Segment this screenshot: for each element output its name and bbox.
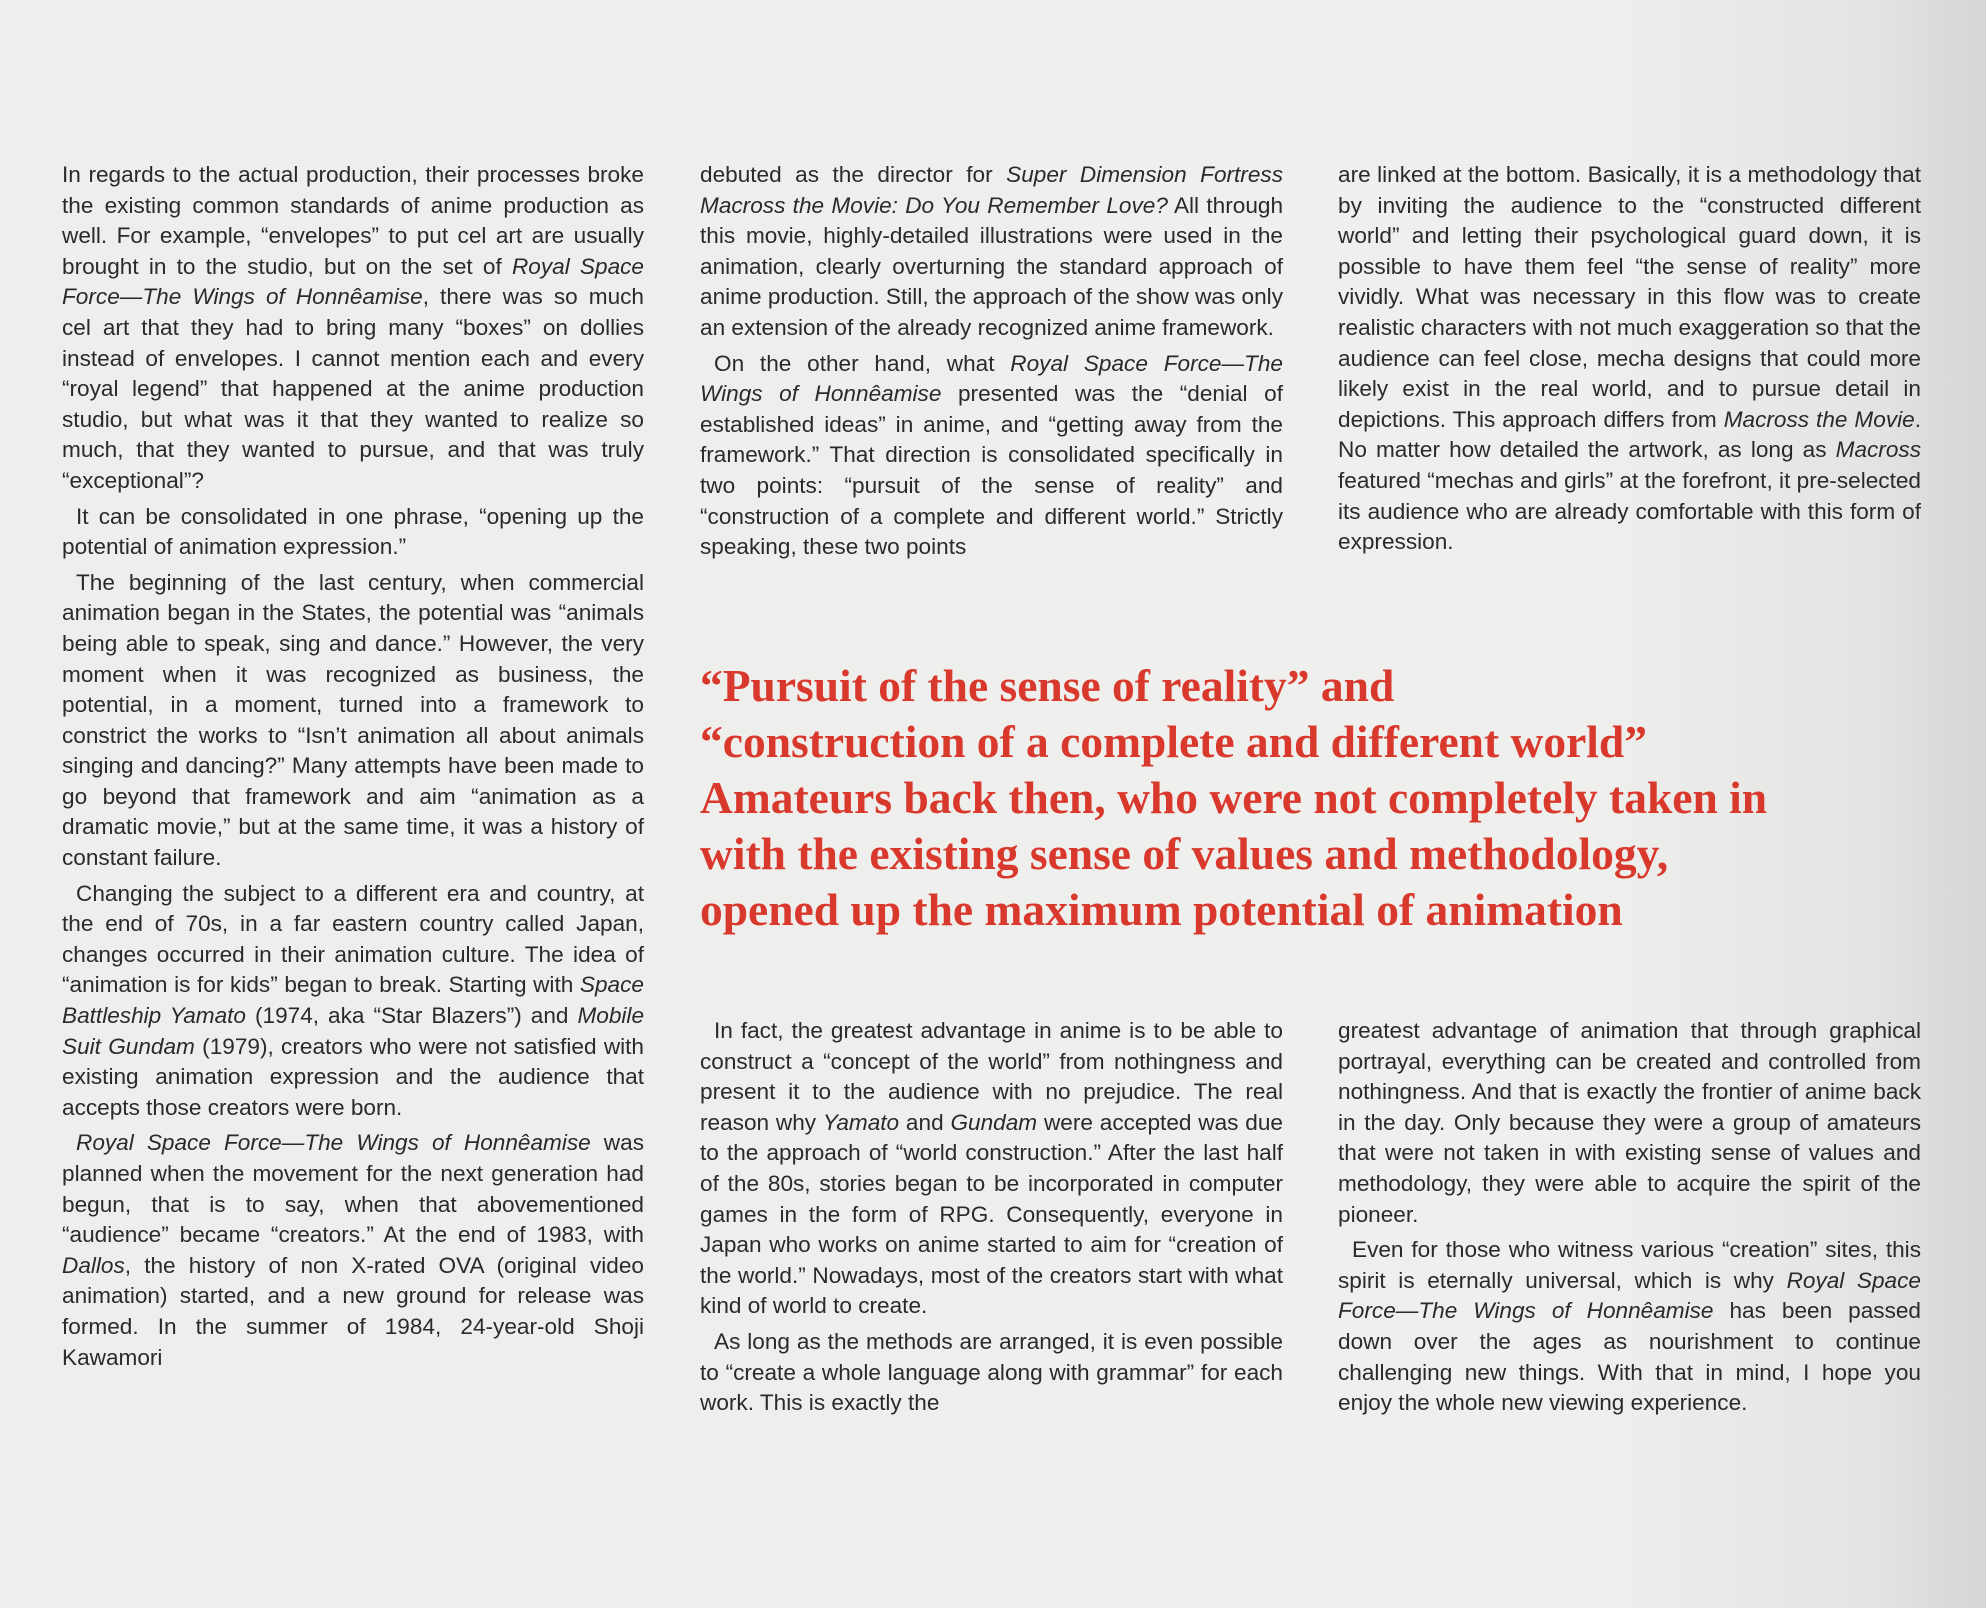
title-italic: Macross <box>1835 437 1921 463</box>
pull-quote-line: with the existing sense of values and methodology, <box>700 828 1669 879</box>
title-italic: Space Battleship Yamato <box>62 972 644 1029</box>
paragraph: The beginning of the last century, when commercial animation began in the States, the potential was “animals being able to speak, sing and dance.” However, the very moment when it was recognized as business, the potential, in a moment, turned into a framework to constrict the works to “Isn’t animation all about animals singing and dancing?” Many attempts have been made to go beyond that framework and aim “animation as a dramatic movie,” but at the same time, it was a history of constant failure. <box>62 569 644 871</box>
pull-quote-line: opened up the maximum potential of animation <box>700 884 1623 935</box>
title-italic: Super Dimension Fortress Macross the Movie: Do You Remember Love? <box>700 162 1283 218</box>
paragraph: Royal Space Force—The Wings of Honnêamise was planned when the movement for the next generation had begun, that is to say, when that abovementioned “audience” became “creators.” At the end of 1983, with Dallos, the history of non X-rated OVA (original video animation) started, and a new ground for release was formed. In the summer of 1984, 24-year-old Shoji Kawamori <box>62 1130 644 1370</box>
paragraph: In regards to the actual production, their processes broke the existing common standards of anime production as well. For example, “envelopes” to put cel art are usually brought in to the studio, but on the set of Royal Space Force—The Wings of Honnêamise, there was so much cel art that they had to bring many “boxes” on dollies instead of envelopes. I cannot mention each and every “royal legend” that happened at the anime production studio, but what was it that they wanted to realize so much, that they wanted to pursue, and that was truly “exceptional”? <box>62 162 645 493</box>
paragraph: Changing the subject to a different era and country, at the end of 70s, in a far eastern country called Japan, changes occurred in their animation culture. The idea of “animation is for kids” began to break. Starting with Space Battleship Yamato (1974, aka “Star Blazers”) and Mobile Suit Gundam (1979), creators who were not satisfied with existing animation expression and the audience that accepts those creators were born. <box>62 880 645 1120</box>
paragraph: On the other hand, what Royal Space Force—The Wings of Honnêamise presented was the “denial of established ideas” in anime, and “getting away from the framework.” That direction is consolidated specifically in two points: “pursuit of the sense of reality” and “construction of a complete and different world.” Strictly speaking, these two points <box>700 350 1283 560</box>
title-italic: Royal Space Force—The Wings of Honnêamise <box>76 1130 591 1156</box>
pull-quote-line: Amateurs back then, who were not completely taken in <box>700 772 1768 823</box>
paragraph: In fact, the greatest advantage in anime is to be able to construct a “concept of the world” from nothingness and present it to the audience with no prejudice. The real reason why Yamato and Gundam were accepted was due to the approach of “world construction.” After the last half of the 80s, stories began to be incorporated in computer games in the form of RPG. Consequently, everyone in Japan who works on anime started to aim for “creation of the world.” Nowadays, most of the creators start with what kind of world to create. <box>700 1018 1283 1319</box>
text-column-2 <box>700 160 1283 568</box>
title-italic: Dallos <box>62 1252 125 1278</box>
title-italic: Royal Space Force—The Wings of Honnêamise <box>62 253 644 310</box>
paragraph: debuted as the director for Super Dimension Fortress Macross the Movie: Do You Remember Love? All through this movie, highly-detailed illustrations were used in the animation, clearly overturning the standard approach of anime production. Still, the approach of the show was only an extension of the already recognized anime framework. <box>700 162 1284 340</box>
paragraph: As long as the methods are arranged, it is even possible to “create a whole language along with grammar” for each work. This is exactly the <box>700 1328 1283 1416</box>
pull-quote <box>700 658 1930 938</box>
title-italic: Royal Space Force—The Wings of Honnêamise <box>1338 1267 1921 1324</box>
paragraph: are linked at the bottom. Basically, it is a methodology that by inviting the audience to the “constructed different world” and letting their psychological guard down, it is possible to have them feel “the sense of reality” more vividly. What was necessary in this flow was to create realistic characters with not much exaggeration so that the audience can feel close, mecha designs that could more likely exist in the real world, and to pursue detail in depictions. This approach differs from Macross the Movie. No matter how detailed the artwork, as long as Macross featured “mechas and girls” at the forefront, it pre-selected its audience who are already comfortable with this form of expression. <box>1338 162 1921 555</box>
title-italic: Royal Space Force—The Wings of Honnêamise <box>700 350 1283 407</box>
title-italic: Mobile Suit Gundam <box>62 1003 645 1059</box>
pull-quote-line: “construction of a complete and different world” <box>700 716 1647 767</box>
text-column-4 <box>700 1016 1283 1424</box>
paragraph: Even for those who witness various “creation” sites, this spirit is eternally universal, which is why Royal Space Force—The Wings of Honnêamise has been passed down over the ages as nourishment to continue challenging new things. With that in mind, I hope you enjoy the whole new viewing experience. <box>1338 1237 1921 1416</box>
text-column-5 <box>1338 1016 1921 1424</box>
title-italic: Yamato <box>822 1109 900 1135</box>
text-column-3 <box>1338 160 1921 563</box>
title-italic: Macross the Movie <box>1723 406 1915 432</box>
title-italic: Gundam <box>950 1109 1038 1135</box>
text-column-1 <box>62 160 644 1378</box>
pull-quote-line: “Pursuit of the sense of reality” and <box>700 660 1395 711</box>
paragraph: greatest advantage of animation that through graphical portrayal, everything can be created and controlled from nothingness. And that is exactly the frontier of anime back in the day. Only because they were a group of amateurs that were not taken in with existing sense of values and methodology, they were able to acquire the spirit of the pioneer. <box>1338 1018 1921 1227</box>
paragraph: It can be consolidated in one phrase, “opening up the potential of animation expression.” <box>62 503 644 560</box>
